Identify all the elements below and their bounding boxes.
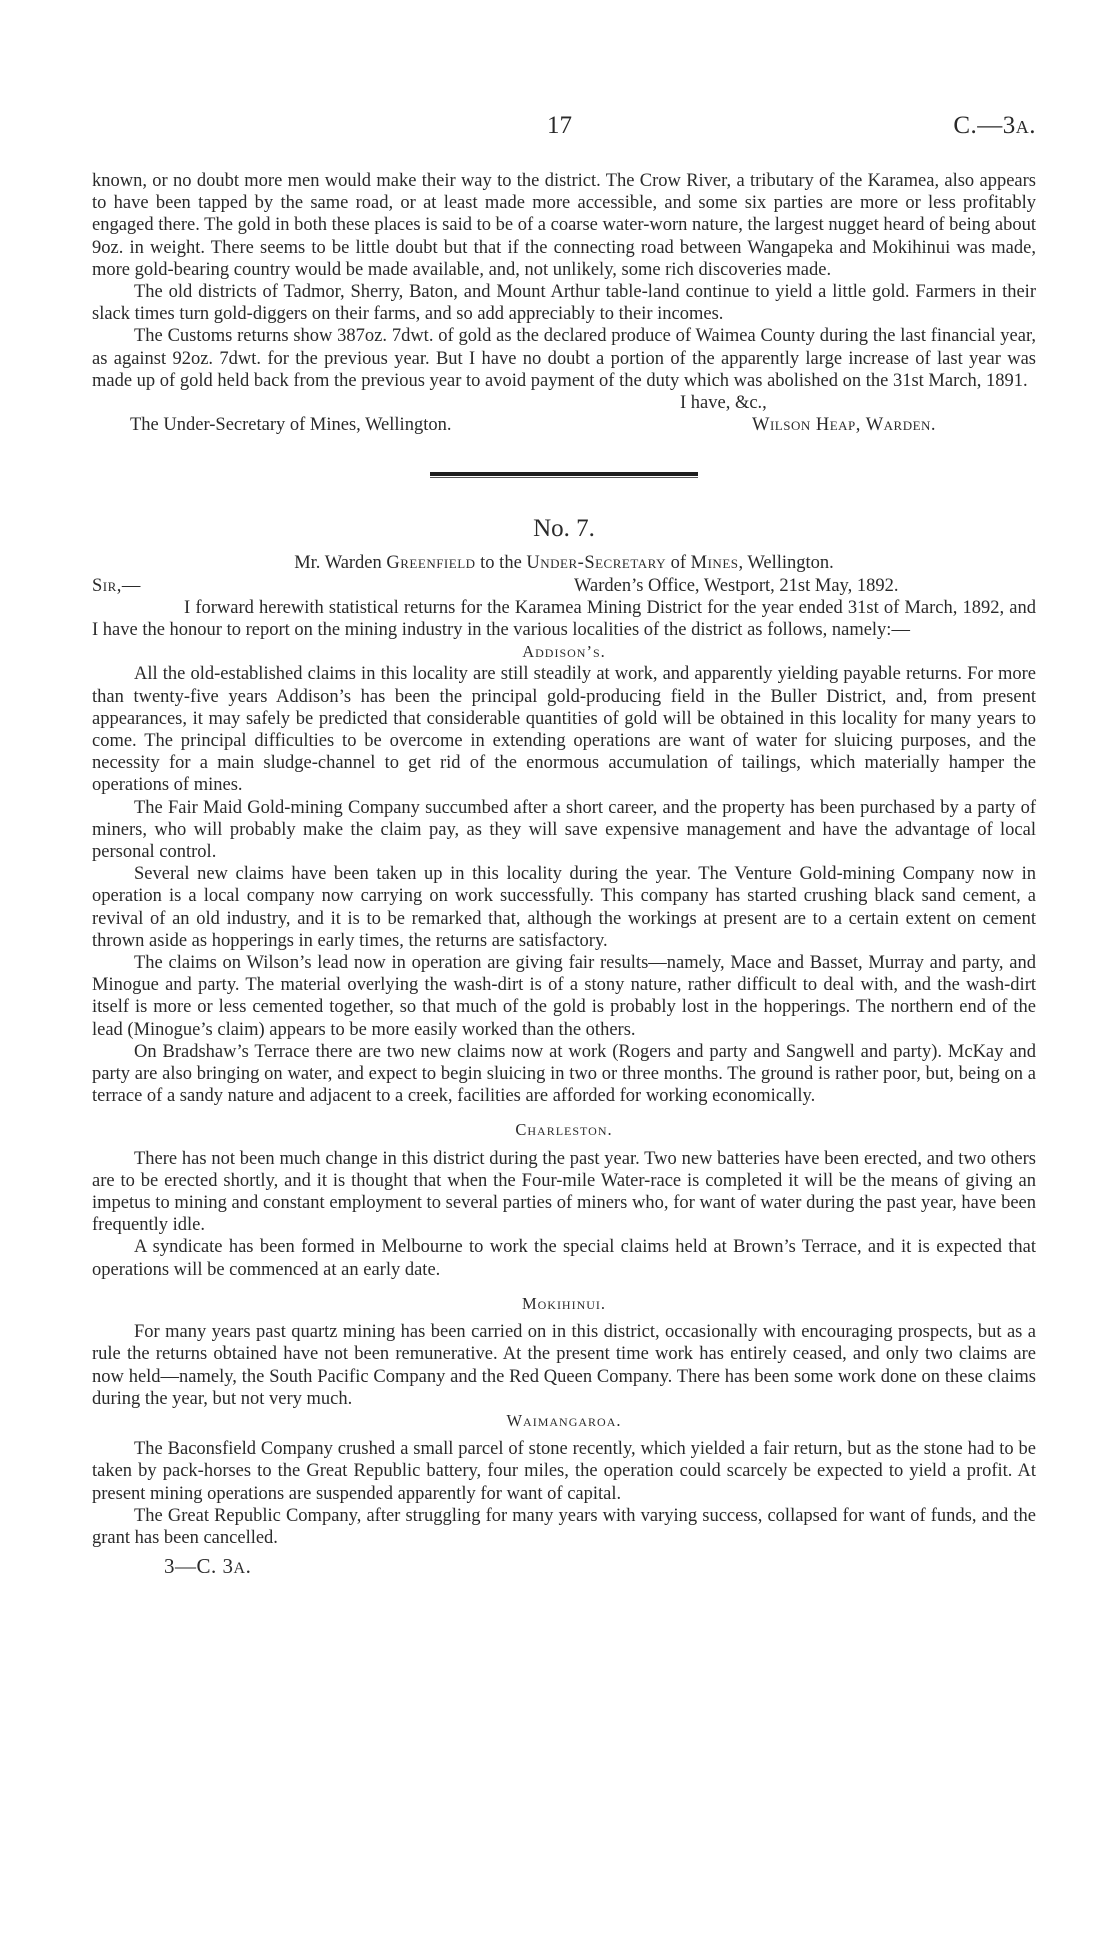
section-waimangaroa (92, 1410, 1036, 1549)
addressee-dept: Mines (690, 553, 739, 574)
paragraph: A syndicate has been formed in Melbourne to work the special claims held at Brown’s Terrace, and it is expected that operations will be commenced at an early date. (92, 1237, 1036, 1280)
salutation: Sir,— (92, 575, 141, 596)
sign-off-line (92, 392, 1036, 414)
section-addisons (92, 641, 1036, 1107)
footer-ref-main: 3—C. 3 (164, 1554, 234, 1579)
footer-ref-suffix: A (233, 1560, 246, 1578)
page-body (92, 170, 1036, 1582)
addressee-suffix: , Wellington. (738, 553, 834, 574)
addressee-title: Under-Secretary (526, 553, 666, 574)
section-mokihinui (92, 1293, 1036, 1410)
sign-off: I have, &c., (680, 393, 767, 414)
doc-ref-main: C.—3 (953, 112, 1016, 139)
section-heading: Charleston. (515, 1120, 613, 1140)
paragraph: On Bradshaw’s Terrace there are two new claims now at work (Rogers and party and Sangwell and party). McKay and party are also bringing on water, and expect to begin sluicing in two or three months. The ground is rather poor, but, being on a terrace of a sandy nature and adjacent to a creek, facilities are afforded for working economically. (92, 1041, 1036, 1107)
addressee-middle: to the (475, 553, 527, 574)
signature: Wilson Heap, Warden. (752, 415, 937, 436)
document-number: No. 7. (533, 515, 595, 543)
paragraph: Several new claims have been taken up in this locality during the year. The Venture Gold-mining Company now in operation is a local company now carrying on work successfully. This company has started crushing black sand cement, a revival of an old industry, and it is to be remarked that, although the workings at present are to a certain extent on cement thrown aside as hopperings in early times, the returns are satisfactory. (92, 864, 1036, 951)
doc-ref-suffix: A (1015, 117, 1030, 137)
section-divider (430, 472, 698, 476)
paragraph: The claims on Wilson’s lead now in operation are giving fair results—namely, Mace and Basset, Murray and party, and Minogue and party. The material overlying the wash-dirt is of a stony nature, rather difficult to deal with, and the wash-dirt itself is more or less cemented together, so that much of the gold is probably lost in the hopperings. The northern end of the lead (Minogue’s claim) appears to be more easily worked than the others. (92, 953, 1036, 1040)
paragraph: known, or no doubt more men would make their way to the district. The Crow River, a tributary of the Karamea, also appears to have been tapped by the same road, or at least made more accessible, and some six parties are more or less profitably engaged there. The gold in both these places is said to be of a coarse water-worn nature, the largest nugget heard of being about 9oz. in weight. There seems to be little doubt but that if the connecting road between Wangapeka and Mokihinui was made, more gold-bearing country would be made available, and, not unlikely, some rich discoveries made. (92, 171, 1036, 280)
page-header (92, 112, 1036, 148)
addressee-line (92, 552, 1036, 574)
paragraph: The Baconsfield Company crushed a small parcel of stone recently, which yielded a fair return, but as the stone had to be taken by pack-horses to the Great Republic battery, four miles, the operation could scarcely be expected to yield a profit. At present mining operations are suspended apparently for want of capital. (92, 1439, 1036, 1504)
document-reference (953, 112, 1036, 140)
paragraph: The old districts of Tadmor, Sherry, Baton, and Mount Arthur table-land continue to yield a little gold. Farmers in their slack times turn gold-diggers on their farms, and so add appreciably to their incomes. (92, 282, 1036, 325)
section-heading: Mokihinui. (521, 1293, 607, 1313)
doc-ref-end: . (1029, 112, 1036, 139)
salutation-line (92, 575, 1036, 597)
addressee-name: Greenfield (386, 553, 476, 574)
footer-ref-end: . (245, 1554, 252, 1579)
paragraph: The Fair Maid Gold-mining Company succumbed after a short career, and the property has been purchased by a party of miners, who will probably make the claim pay, as they will save expensive management and have the advantage of local personal control. (92, 797, 1036, 863)
addressee-of: of (665, 553, 691, 574)
paragraph: The Great Republic Company, after struggling for many years with varying success, collapsed for want of funds, and the grant has been cancelled. (92, 1505, 1036, 1548)
section-charleston (92, 1119, 1036, 1280)
previous-report (92, 170, 1036, 436)
dateline: Warden’s Office, Westport, 21st May, 1892. (574, 575, 899, 596)
section-heading: Waimangaroa. (506, 1410, 622, 1430)
page-number: 17 (547, 112, 572, 139)
signature-reference (164, 1553, 1036, 1582)
paragraph: There has not been much change in this district during the past year. Two new batteries have been erected, and two others are to be erected shortly, and it is thought that when the Four-mile Water-race is completed it will be the means of giving an impetus to mining and constant employment to several parties of miners who, for want of water during the past year, have been frequently idle. (92, 1148, 1036, 1236)
intro-paragraph: I forward herewith statistical returns for the Karamea Mining District for the year ended 31st of March, 1892, and I have the honour to report on the mining industry in the various localities of the district as follows, namely:— (92, 597, 1036, 640)
paragraph: All the old-established claims in this locality are still steadily at work, and apparently yielding payable returns. For more than twenty-five years Addison’s has been the principal gold-producing field in the Buller District, and, from present appearances, it may safely be predicted that considerable quantities of gold will be obtained in this locality for many years to come. The principal difficulties to be overcome in extending operations are want of water for sluicing purposes, and the necessity for a main sludge-channel to get rid of the enormous accumulation of tailings, which materially hamper the operations of mines. (92, 664, 1036, 796)
paragraph: The Customs returns show 387oz. 7dwt. of gold as the declared produce of Waimea County during the last financial year, as against 92oz. 7dwt. for the previous year. But I have no doubt a portion of the apparently large increase of last year was made up of gold held back from the previous year to avoid payment of the duty which was abolished on the 31st March, 1891. (92, 326, 1036, 391)
recipient: The Under-Secretary of Mines, Wellington. (130, 415, 452, 436)
section-divider-thin (430, 477, 698, 478)
recipient-line (92, 414, 1036, 436)
addressee-prefix: Mr. Warden (294, 553, 387, 574)
section-heading: Addison’s. (522, 642, 606, 662)
paragraph: For many years past quartz mining has been carried on in this district, occasionally with encouraging prospects, but as a rule the returns obtained have not been remunerative. At the present time work has entirely ceased, and only two claims are now held—namely, the South Pacific Company and the Red Queen Company. There has been some work done on these claims during the year, but not very much. (92, 1322, 1036, 1409)
